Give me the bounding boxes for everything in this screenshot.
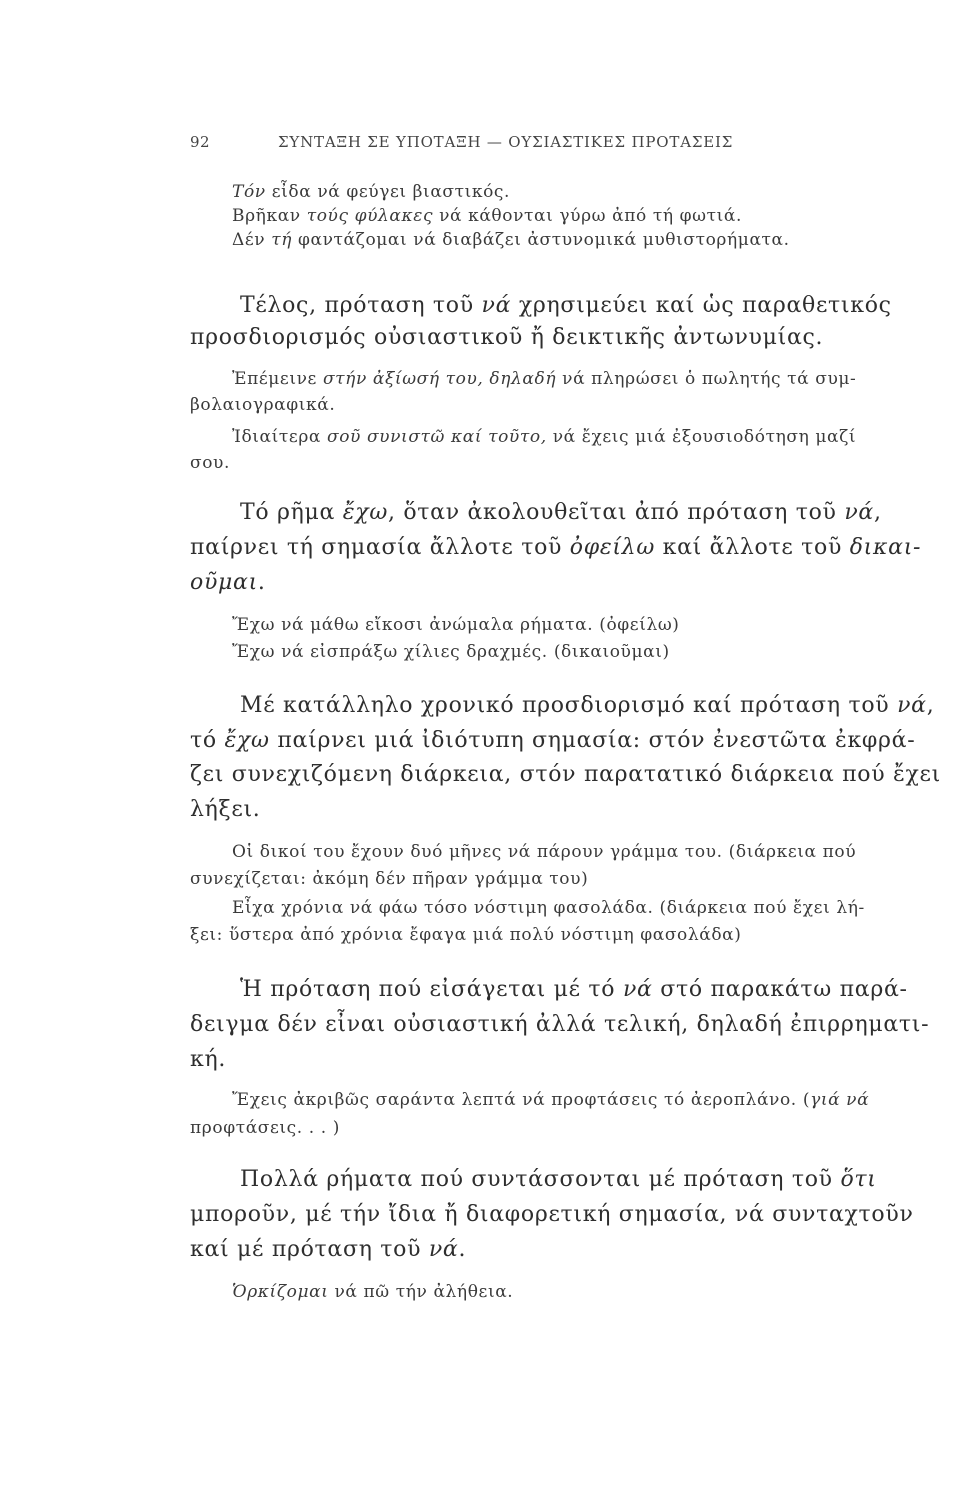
page-number: 92 <box>190 133 211 151</box>
paragraph-line: Μέ κατάλληλο χρονικό προσδιορισμό καί πρόταση τοῦ νά, <box>240 693 935 718</box>
example-line: Δέν τή φαντάζομαι νά διαβάζει ἀστυνομικά μυθιστορήματα. <box>232 230 790 250</box>
paragraph-line: ζει συνεχιζόμενη διάρκεια, στόν παρατατικό διάρκεια πού ἔχει <box>190 762 941 787</box>
example-line: Ὁρκίζομαι νά πῶ τήν ἀλήθεια. <box>232 1282 514 1302</box>
paragraph-line: Ἡ πρόταση πού εἰσάγεται μέ τό νά στό παρακάτω παρά- <box>240 977 908 1002</box>
page-header <box>190 133 780 155</box>
example-line: Ἔχω νά εἰσπράξω χίλιες δραχμές. (δικαιοῦμαι) <box>232 642 670 662</box>
example-line: Εἶχα χρόνια νά φάω τόσο νόστιμη φασολάδα. (διάρκεια πού ἔχει λή- <box>232 898 865 918</box>
paragraph-line: κή. <box>190 1047 227 1072</box>
example-line: ξει: ὕστερα ἀπό χρόνια ἔφαγα μιά πολύ νόστιμη φασολάδα) <box>190 925 742 945</box>
paragraph-line: παίρνει τή σημασία ἄλλοτε τοῦ ὀφείλω καί ἄλλοτε τοῦ δικαι- <box>190 535 922 560</box>
paragraph-line: οῦμαι. <box>190 570 266 595</box>
example-line: σου. <box>190 453 230 473</box>
paragraph-line: μποροῦν, μέ τήν ἴδια ἤ διαφορετική σημασία, νά συνταχτοῦν <box>190 1202 914 1227</box>
paragraph-line: δειγμα δέν εἶναι οὐσιαστική ἀλλά τελική, δηλαδή ἐπιρρηματι- <box>190 1012 930 1037</box>
paragraph-line: Πολλά ρήματα πού συντάσσονται μέ πρόταση τοῦ ὅτι <box>240 1167 877 1192</box>
paragraph-line: λήξει. <box>190 797 261 822</box>
example-line: Οἱ δικοί του ἔχουν δυό μῆνες νά πάρουν γράμμα του. (διάρκεια πού <box>232 842 857 862</box>
example-line: Βρῆκαν τούς φύλακες νά κάθονται γύρω ἀπό τή φωτιά. <box>232 206 742 226</box>
running-title: ΣΥΝΤΑΞΗ ΣΕ ΥΠΟΤΑΞΗ — ΟΥΣΙΑΣΤΙΚΕΣ ΠΡΟΤΑΣΕΙΣ <box>278 133 734 151</box>
paragraph-line: Τό ρῆμα ἔχω, ὅταν ἀκολουθεῖται ἀπό πρόταση τοῦ νά, <box>240 500 882 525</box>
example-line: Ἔχω νά μάθω εἴκοσι ἀνώμαλα ρήματα. (ὀφείλω) <box>232 615 680 635</box>
paragraph-line: Τέλος, πρόταση τοῦ νά χρησιμεύει καί ὡς παραθετικός <box>240 293 892 318</box>
example-line: Ἔχεις ἀκριβῶς σαράντα λεπτά νά προφτάσεις τό ἀεροπλάνο. (γιά νά <box>232 1090 870 1110</box>
example-line: Ἐπέμεινε στήν ἀξίωσή του, δηλαδή νά πληρώσει ὁ πωλητής τά συμ- <box>232 369 857 389</box>
example-line: βολαιογραφικά. <box>190 395 336 415</box>
paragraph-line: προσδιορισμός οὐσιαστικοῦ ἤ δεικτικῆς ἀντωνυμίας. <box>190 325 824 350</box>
example-line: Ἰδιαίτερα σοῦ συνιστῶ καί τοῦτο, νά ἔχεις μιά ἐξουσιοδότηση μαζί <box>232 427 857 447</box>
paragraph-line: καί μέ πρόταση τοῦ νά. <box>190 1237 467 1262</box>
example-line: προφτάσεις. . . ) <box>190 1118 341 1138</box>
example-line: συνεχίζεται: ἀκόμη δέν πῆραν γράμμα του) <box>190 869 589 889</box>
paragraph-line: τό ἔχω παίρνει μιά ἰδιότυπη σημασία: στόν ἐνεστῶτα ἐκφρά- <box>190 728 916 753</box>
example-line: Τόν εἶδα νά φεύγει βιαστικός. <box>232 182 511 202</box>
